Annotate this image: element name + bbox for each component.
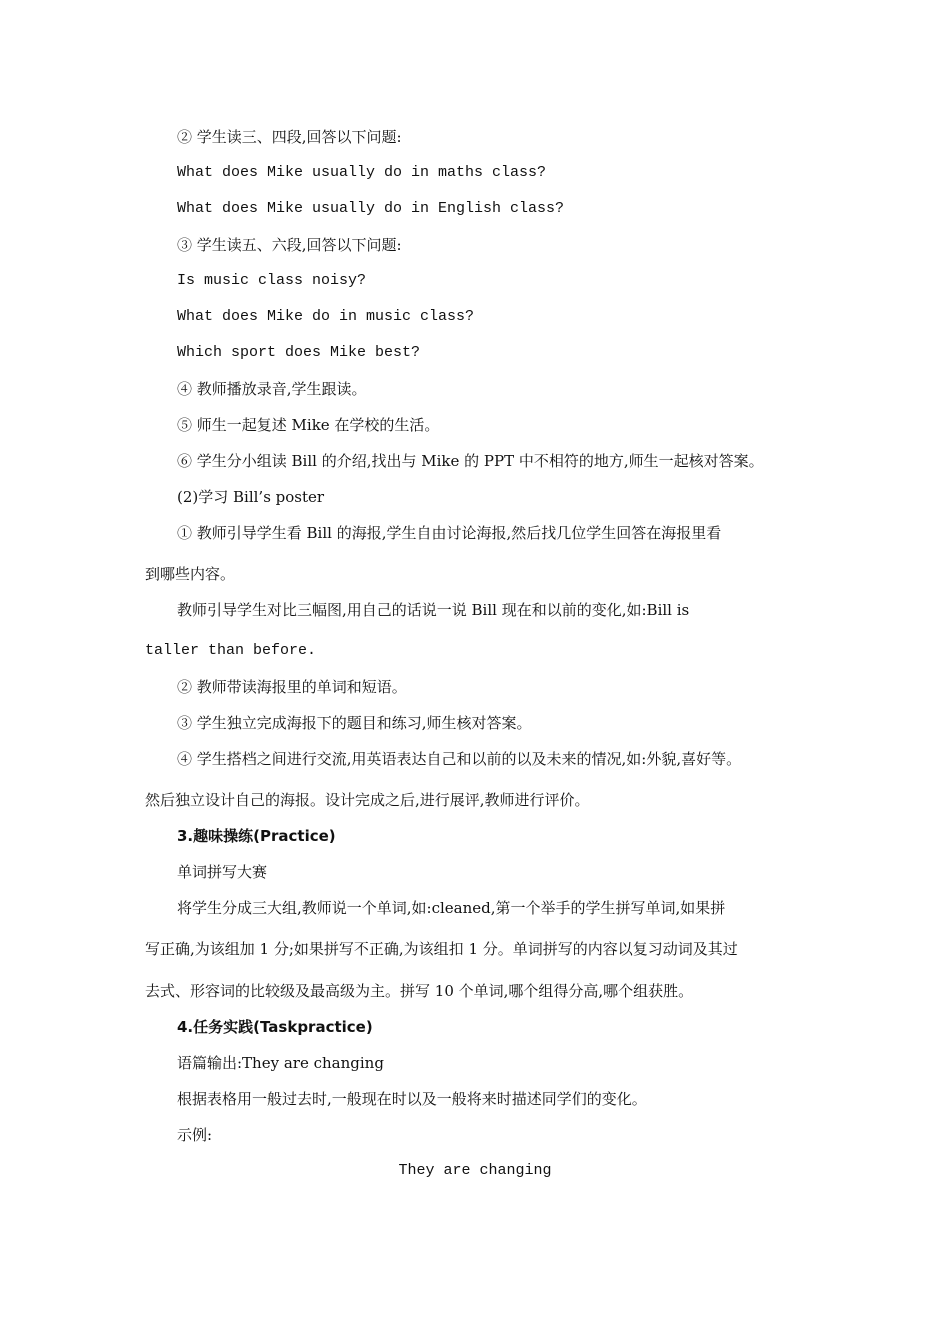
step-4-instruction: ④ 教师播放录音,学生跟读。 bbox=[177, 380, 367, 398]
task-practice-heading: 4.任务实践(Taskpractice) bbox=[177, 1018, 373, 1036]
question-english-class: What does Mike usually do in English class? bbox=[177, 200, 565, 217]
step-5-instruction: ⑤ 师生一起复述 Mike 在学校的生活。 bbox=[177, 416, 440, 434]
question-music-noisy: Is music class noisy? bbox=[177, 272, 367, 289]
poster-step-4-line-2: 然后独立设计自己的海报。设计完成之后,进行展评,教师进行评价。 bbox=[145, 791, 590, 809]
poster-step-3: ③ 学生独立完成海报下的题目和练习,师生核对答案。 bbox=[177, 714, 532, 732]
example-title: They are changing bbox=[398, 1162, 552, 1179]
section-bill-poster-heading: (2)学习 Bill’s poster bbox=[177, 488, 325, 506]
question-sport: Which sport does Mike best? bbox=[177, 344, 421, 361]
step-6-instruction: ⑥ 学生分小组读 Bill 的介绍,找出与 Mike 的 PPT 中不相符的地方,师生一起核对答案。 bbox=[177, 452, 764, 470]
question-music-class: What does Mike do in music class? bbox=[177, 308, 475, 325]
poster-compare-line-1: 教师引导学生对比三幅图,用自己的话说一说 Bill 现在和以前的变化,如:Bill is bbox=[177, 601, 690, 619]
poster-step-1-line-1: ① 教师引导学生看 Bill 的海报,学生自由讨论海报,然后找几位学生回答在海报里看 bbox=[177, 524, 722, 542]
task-description: 根据表格用一般过去时,一般现在时以及一般将来时描述同学们的变化。 bbox=[177, 1090, 647, 1108]
poster-step-4-line-1: ④ 学生搭档之间进行交流,用英语表达自己和以前的以及未来的情况,如:外貌,喜好等。 bbox=[177, 750, 742, 768]
step-3-instruction: ③ 学生读五、六段,回答以下问题: bbox=[177, 236, 402, 254]
spelling-rules-line-1: 将学生分成三大组,教师说一个单词,如:cleaned,第一个举手的学生拼写单词,如果拼 bbox=[177, 899, 726, 917]
spelling-rules-line-3: 去式、形容词的比较级及最高级为主。拼写 10 个单词,哪个组得分高,哪个组获胜。 bbox=[145, 982, 694, 1000]
step-2-instruction: ② 学生读三、四段,回答以下问题: bbox=[177, 128, 402, 146]
spelling-rules-line-2: 写正确,为该组加 1 分;如果拼写不正确,为该组扣 1 分。单词拼写的内容以复习动词及其过 bbox=[145, 940, 738, 958]
text-output-line: 语篇输出:They are changing bbox=[177, 1054, 384, 1072]
example-label: 示例: bbox=[177, 1126, 213, 1144]
spelling-contest-title: 单词拼写大赛 bbox=[177, 863, 268, 881]
poster-step-1-line-2: 到哪些内容。 bbox=[145, 565, 236, 583]
poster-step-2: ② 教师带读海报里的单词和短语。 bbox=[177, 678, 407, 696]
practice-heading: 3.趣味操练(Practice) bbox=[177, 827, 336, 845]
poster-compare-line-2: taller than before. bbox=[145, 642, 317, 659]
question-maths-class: What does Mike usually do in maths class? bbox=[177, 164, 547, 181]
